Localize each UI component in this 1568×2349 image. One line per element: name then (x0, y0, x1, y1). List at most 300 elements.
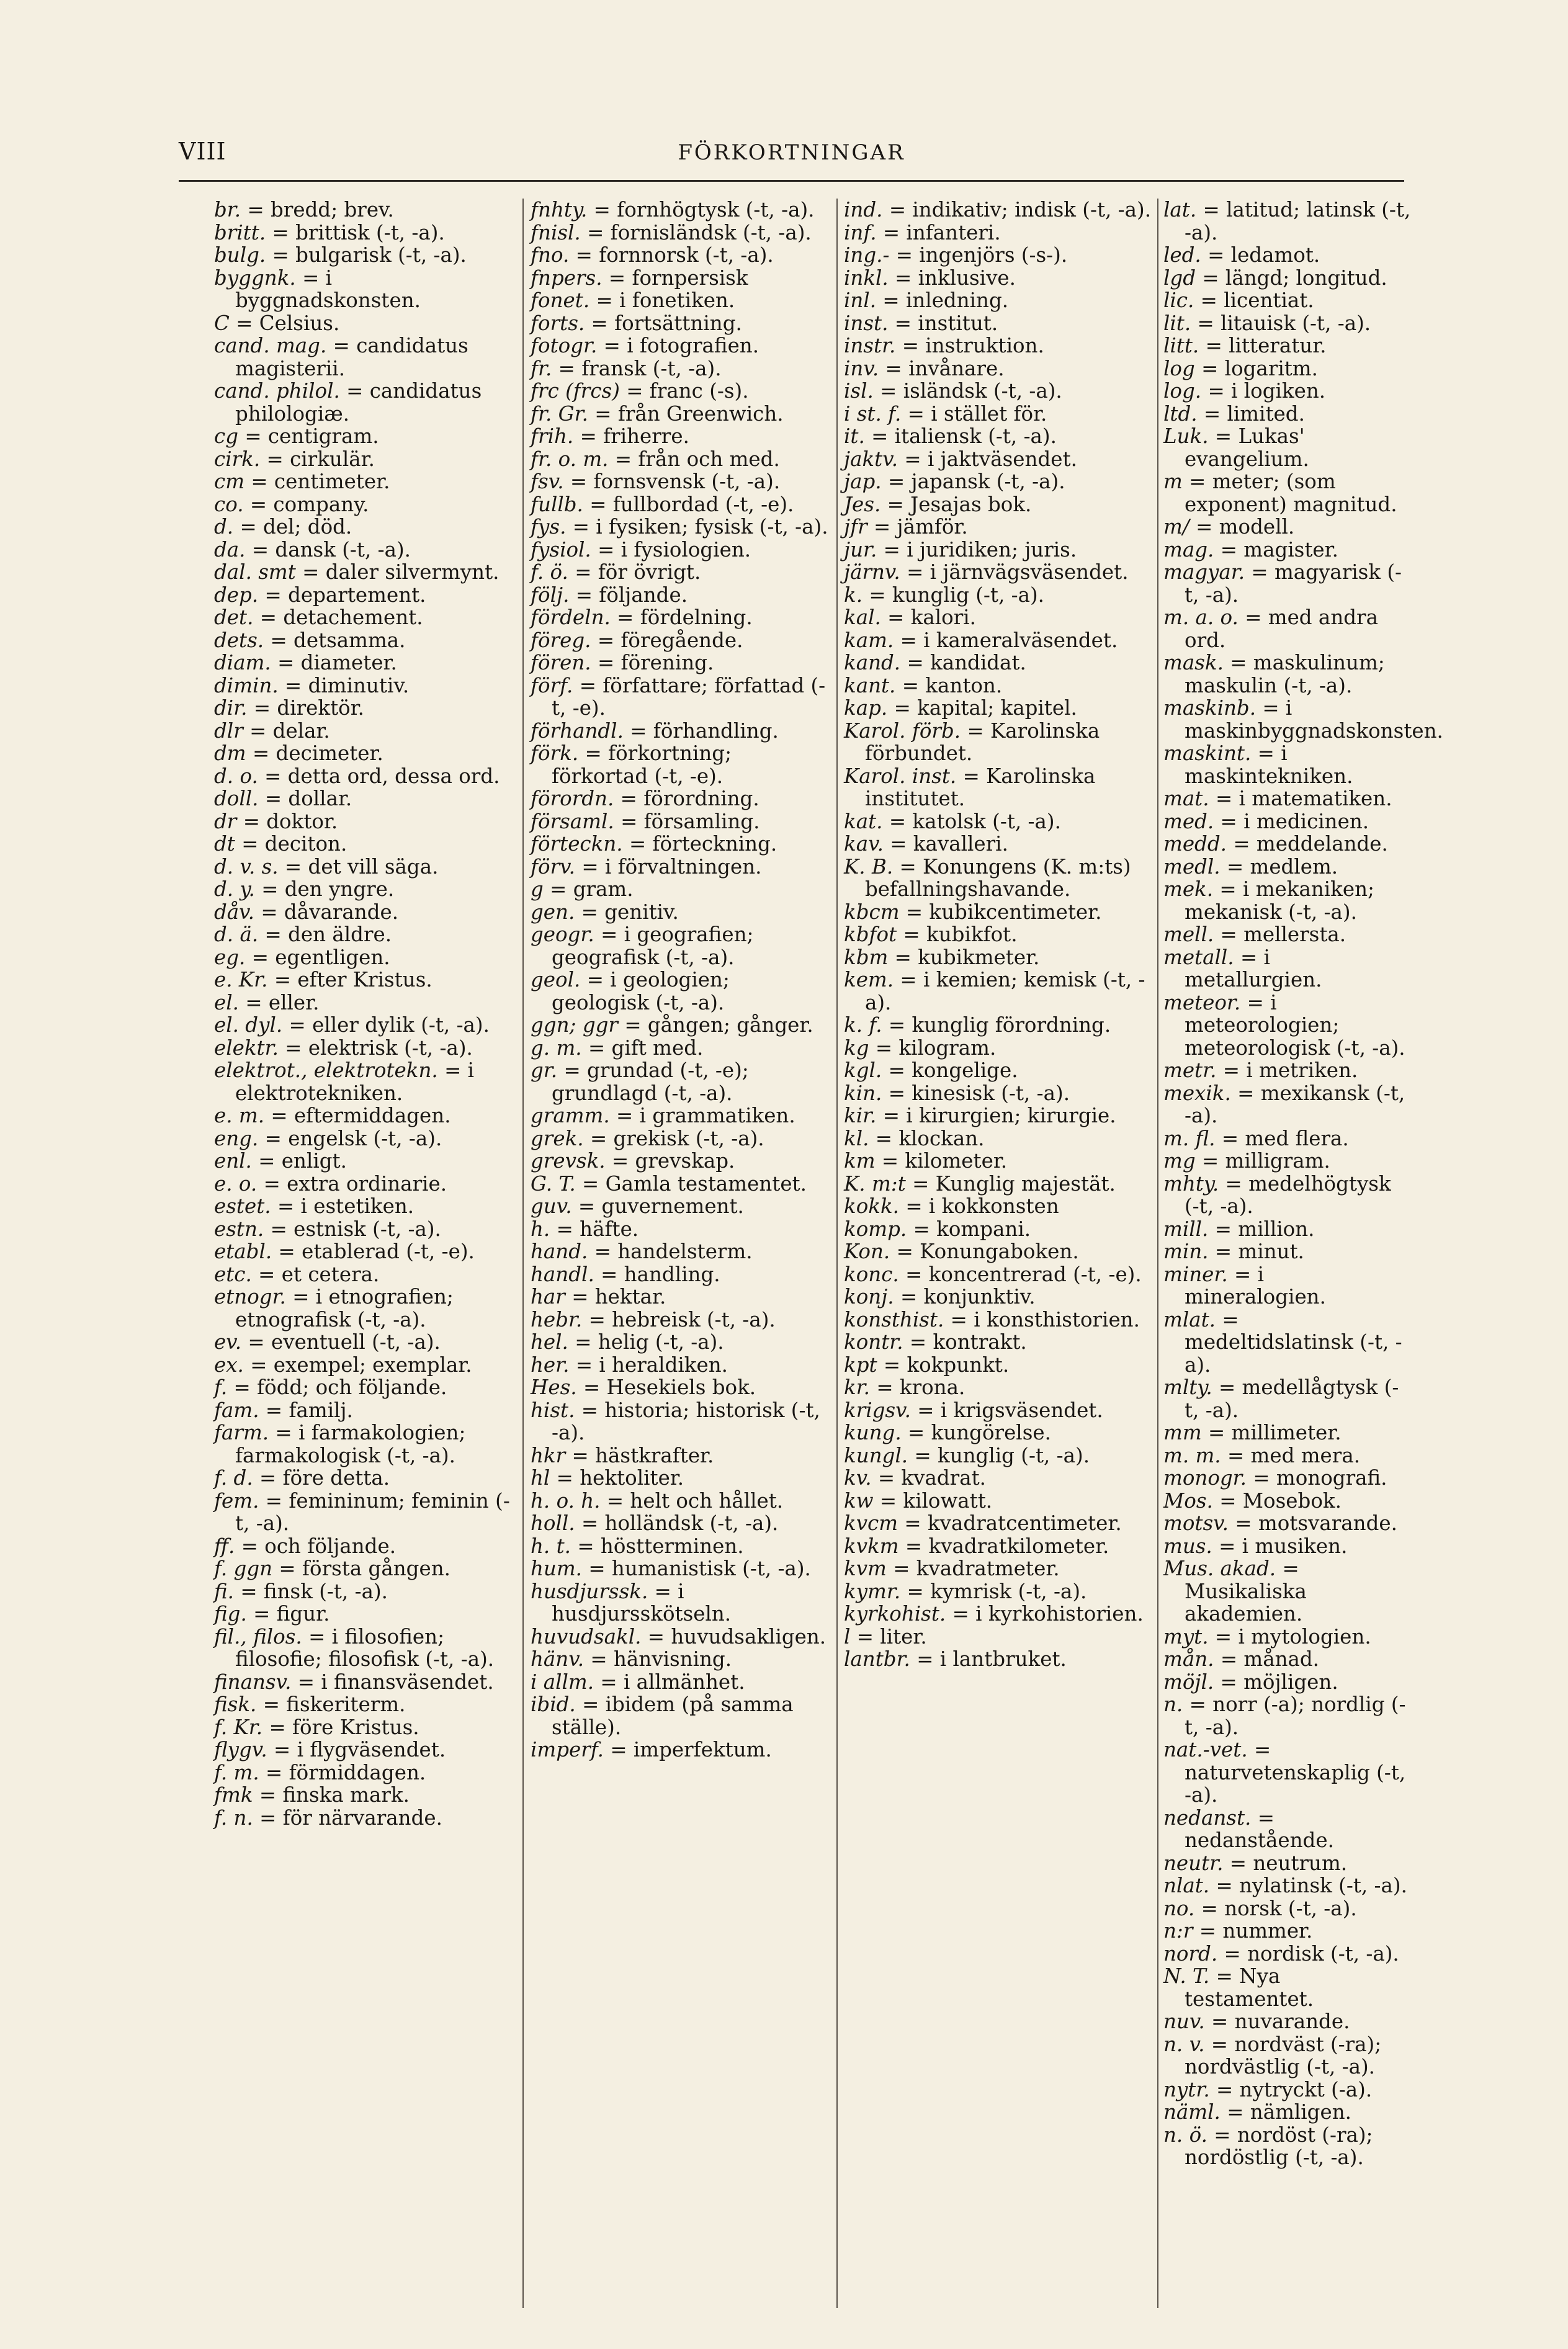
abbreviation-definition: = i farmakologien; farmakologisk (-t, -a). (235, 1421, 466, 1467)
abbreviation-entry (531, 1014, 831, 1037)
abbreviation-term: inkl. (844, 266, 889, 290)
abbreviation-entry (214, 946, 515, 969)
abbreviation-entry (844, 357, 1160, 380)
abbreviation-entry (844, 1557, 1160, 1580)
page-number: VIII (179, 138, 226, 165)
abbreviation-definition: = nuvarande. (1211, 2010, 1350, 2033)
abbreviation-definition: = litauisk (-t, -a). (1197, 311, 1371, 335)
abbreviation-term: grevsk. (531, 1149, 606, 1173)
abbreviation-entry (214, 1716, 515, 1739)
abbreviation-term: det. (214, 606, 254, 629)
abbreviation-entry (844, 1467, 1160, 1490)
abbreviation-entry (1163, 2010, 1412, 2033)
abbreviation-entry (531, 584, 831, 607)
abbreviation-definition: = Nya testamentet. (1185, 1964, 1314, 2011)
abbreviation-term: diam. (214, 651, 271, 674)
abbreviation-term: K. B. (844, 854, 894, 879)
abbreviation-term: lat. (1163, 198, 1197, 221)
abbreviation-term: kl. (844, 1126, 869, 1150)
abbreviation-entry (1163, 1920, 1412, 1943)
abbreviation-term: har (531, 1285, 565, 1309)
abbreviation-term: dimin. (214, 673, 279, 697)
abbreviation-definition: = hänvisning. (590, 1647, 732, 1671)
abbreviation-entry (531, 1127, 831, 1150)
abbreviation-definition: = hästkrafter. (571, 1443, 714, 1467)
abbreviation-term: kant. (844, 673, 896, 697)
abbreviation-entry (1163, 1082, 1412, 1127)
abbreviation-entry (531, 1150, 831, 1173)
abbreviation-definition: = förteckning. (629, 832, 777, 856)
abbreviation-definition: = logaritm. (1201, 356, 1318, 380)
abbreviation-definition: = kompani. (913, 1217, 1031, 1241)
abbreviation-entry (214, 787, 515, 810)
abbreviation-definition: = i fysiologien. (598, 537, 751, 562)
abbreviation-definition: = kubikfot. (903, 923, 1018, 946)
abbreviation-entry (214, 1807, 515, 1830)
abbreviation-definition: = möjligen. (1220, 1670, 1338, 1694)
abbreviation-term: inst. (844, 311, 889, 335)
abbreviation-definition: = i stället för. (907, 401, 1047, 426)
abbreviation-term: ing.- (844, 243, 890, 267)
abbreviation-entry (531, 1263, 831, 1286)
abbreviation-entry (531, 1444, 831, 1467)
abbreviation-definition: = fransk (-t, -a). (558, 356, 722, 380)
abbreviation-term: d. ä. (214, 923, 259, 946)
abbreviation-entry (531, 969, 831, 1014)
abbreviation-definition: = eftermiddagen. (271, 1104, 451, 1127)
abbreviation-definition: = medlem. (1226, 854, 1338, 879)
abbreviation-term: förf. (531, 673, 573, 697)
abbreviation-definition: = i fonetiken. (596, 289, 735, 312)
abbreviation-term: dep. (214, 583, 259, 607)
abbreviation-definition: = candidatus philologiæ. (235, 379, 482, 426)
abbreviation-entry (844, 674, 1160, 697)
abbreviation-definition: = medelhögtysk (-t, -a). (1185, 1171, 1391, 1218)
abbreviation-term: d. y. (214, 877, 255, 901)
abbreviation-definition: = bulgarisk (-t, -a). (272, 243, 467, 267)
abbreviation-term: dlr (214, 718, 243, 743)
abbreviation-definition: = japansk (-t, -a). (887, 470, 1065, 493)
abbreviation-term: dåv. (214, 900, 255, 924)
abbreviation-term: f. m. (214, 1760, 259, 1784)
abbreviation-definition: = i metriken. (1222, 1058, 1358, 1082)
abbreviation-entry (1163, 856, 1412, 879)
abbreviation-entry (844, 1240, 1160, 1263)
abbreviation-entry (214, 448, 515, 471)
abbreviation-definition: = centimeter. (251, 470, 390, 493)
abbreviation-definition: = et cetera. (258, 1262, 380, 1286)
abbreviation-term: kokk. (844, 1194, 899, 1218)
abbreviation-term: fno. (531, 243, 570, 267)
abbreviation-entry (1163, 810, 1412, 833)
abbreviation-entry (844, 470, 1160, 493)
abbreviation-entry (214, 1218, 515, 1241)
abbreviation-term: k. f. (844, 1013, 882, 1037)
abbreviation-entry (844, 969, 1160, 1014)
abbreviation-term: fmk (214, 1783, 253, 1807)
abbreviation-definition: = medellågtysk (-t, -a). (1185, 1376, 1399, 1422)
abbreviation-term: konj. (844, 1285, 894, 1309)
abbreviation-term: jap. (844, 470, 882, 493)
abbreviation-term: förordn. (531, 787, 614, 810)
abbreviation-term: l (844, 1624, 851, 1649)
abbreviation-term: d. v. s. (214, 854, 279, 879)
abbreviation-entry (214, 1626, 515, 1671)
abbreviation-term: i allm. (531, 1670, 594, 1694)
abbreviation-definition: = i musiken. (1219, 1534, 1348, 1558)
abbreviation-term: komp. (844, 1217, 907, 1241)
abbreviation-definition: = kunglig (-t, -a). (869, 583, 1044, 607)
abbreviation-term: gr. (531, 1058, 558, 1082)
abbreviation-entry (214, 765, 515, 788)
abbreviation-entry (531, 1376, 831, 1399)
abbreviation-term: lantbr. (844, 1647, 910, 1671)
abbreviation-entry (214, 1195, 515, 1218)
abbreviation-entry (1163, 1490, 1412, 1513)
abbreviation-definition: = i husdjursskötseln. (552, 1579, 732, 1626)
abbreviation-definition: = nytryckt (-a). (1216, 2077, 1373, 2101)
abbreviation-definition: = gram. (550, 877, 634, 901)
abbreviation-definition: = i filosofien; filosofie; filosofisk (-t, -a). (235, 1624, 495, 1671)
abbreviation-term: dets. (214, 628, 264, 652)
abbreviation-definition: = norsk (-t, -a). (1201, 1896, 1357, 1920)
abbreviation-term: motsv. (1163, 1511, 1229, 1535)
abbreviation-entry (214, 651, 515, 674)
abbreviation-entry (531, 244, 831, 267)
abbreviation-term: kir. (844, 1104, 877, 1127)
abbreviation-definition: = i kemien; kemisk (-t, -a). (865, 968, 1145, 1014)
abbreviation-term: järnv. (844, 560, 900, 584)
abbreviation-entry (844, 1309, 1160, 1331)
abbreviation-definition: = kalori. (887, 606, 976, 629)
abbreviation-definition: = i mekaniken; mekanisk (-t, -a). (1185, 877, 1374, 924)
abbreviation-term: kap. (844, 696, 888, 720)
abbreviation-definition: = nämligen. (1227, 2100, 1351, 2124)
abbreviation-term: n. (1163, 1693, 1183, 1716)
abbreviation-term: e. Kr. (214, 968, 268, 991)
abbreviation-definition: = i järnvägsväsendet. (907, 560, 1129, 584)
abbreviation-term: mlat. (1163, 1307, 1216, 1331)
abbreviation-definition: = klockan. (875, 1126, 985, 1150)
abbreviation-definition: = diminutiv. (285, 673, 410, 697)
abbreviation-entry (531, 720, 831, 743)
abbreviation-entry (844, 1104, 1160, 1127)
abbreviation-term: förhandl. (531, 718, 624, 743)
abbreviation-term: kvm (844, 1557, 887, 1580)
abbreviation-entry (531, 312, 831, 335)
abbreviation-term: gen. (531, 900, 575, 924)
abbreviation-term: mhty. (1163, 1171, 1219, 1196)
column-divider (836, 199, 838, 2308)
abbreviation-entry (214, 606, 515, 629)
abbreviation-term: kr. (844, 1376, 870, 1399)
abbreviation-entry (844, 1354, 1160, 1377)
abbreviation-definition: = figur. (253, 1602, 330, 1626)
abbreviation-entry (531, 1490, 831, 1513)
abbreviation-entry (1163, 1376, 1412, 1421)
abbreviation-definition: = engelsk (-t, -a). (264, 1126, 442, 1150)
abbreviation-definition: = föregående. (597, 628, 743, 652)
abbreviation-definition: = i mineralogien. (1185, 1262, 1326, 1309)
abbreviation-entry (214, 1127, 515, 1150)
abbreviation-definition: = fornnorsk (-t, -a). (575, 243, 774, 267)
abbreviation-entry (531, 1286, 831, 1309)
abbreviation-term: m. a. o. (1163, 606, 1239, 629)
abbreviation-term: geol. (531, 968, 581, 991)
abbreviation-definition: = magyarisk (-t, -a). (1185, 560, 1402, 607)
abbreviation-definition: = född; och följande. (233, 1376, 447, 1399)
abbreviation-entry (214, 1286, 515, 1331)
abbreviation-term: fil., filos. (214, 1624, 302, 1649)
abbreviation-term: förk. (531, 741, 579, 765)
abbreviation-term: fysiol. (531, 537, 591, 562)
abbreviation-entry (531, 1467, 831, 1490)
abbreviation-entry (1163, 267, 1412, 290)
abbreviation-entry (844, 651, 1160, 674)
abbreviation-definition: = candidatus magisterii. (235, 334, 468, 380)
abbreviation-entry (214, 1580, 515, 1603)
abbreviation-definition: = församling. (620, 809, 760, 833)
abbreviation-term: förv. (531, 854, 575, 879)
abbreviation-definition: = kandidat. (907, 651, 1026, 674)
abbreviation-definition: = kinesisk (-t, -a). (888, 1081, 1070, 1105)
abbreviation-term: kg (844, 1036, 869, 1060)
abbreviation-entry (1163, 470, 1412, 516)
abbreviation-term: jaktv. (844, 447, 898, 471)
abbreviation-definition: = brittisk (-t, -a). (272, 220, 445, 244)
abbreviation-definition: = historia; historisk (-t, -a). (552, 1398, 820, 1444)
abbreviation-term: C (214, 311, 230, 335)
abbreviation-term: kbfot (844, 923, 897, 946)
abbreviation-entry (531, 561, 831, 584)
abbreviation-definition: = inledning. (882, 289, 1009, 312)
abbreviation-definition: = i fysiken; fysisk (-t, -a). (572, 515, 828, 539)
abbreviation-entry (531, 787, 831, 810)
abbreviation-entry (1163, 2078, 1412, 2101)
abbreviation-definition: = gången; gånger. (624, 1013, 813, 1037)
abbreviation-definition: = eller dylik (-t, -a). (289, 1013, 490, 1037)
abbreviation-entry (531, 357, 831, 380)
abbreviation-term: med. (1163, 809, 1214, 833)
abbreviation-definition: = i heraldiken. (575, 1353, 728, 1377)
abbreviation-definition: = bredd; brev. (247, 198, 394, 221)
abbreviation-term: holl. (531, 1511, 575, 1535)
abbreviation-entry (844, 629, 1160, 652)
abbreviation-term: mell. (1163, 923, 1214, 946)
abbreviation-definition: = italiensk (-t, -a). (871, 424, 1057, 448)
abbreviation-definition: = ledamot. (1207, 243, 1320, 267)
abbreviation-term: fisk. (214, 1693, 257, 1716)
abbreviation-term: mån. (1163, 1647, 1214, 1671)
abbreviation-entry (214, 1784, 515, 1807)
abbreviation-definition: = kvadrat. (877, 1466, 986, 1490)
abbreviation-term: fullb. (531, 492, 583, 516)
abbreviation-entry (844, 901, 1160, 924)
abbreviation-term: frc (frcs) (531, 379, 620, 403)
abbreviation-entry (1163, 787, 1412, 810)
abbreviation-entry (214, 878, 515, 901)
abbreviation-term: kat. (844, 809, 883, 833)
abbreviation-term: handl. (531, 1262, 594, 1286)
abbreviation-definition: = förordning. (620, 787, 759, 810)
abbreviation-entry (1163, 403, 1412, 426)
abbreviation-entry (214, 674, 515, 697)
abbreviation-term: nedanst. (1163, 1805, 1252, 1830)
abbreviation-term: e. m. (214, 1104, 265, 1127)
abbreviation-entry (531, 380, 831, 403)
abbreviation-entry (531, 1218, 831, 1241)
abbreviation-entry (531, 1557, 831, 1580)
abbreviation-entry (1163, 1535, 1412, 1558)
abbreviation-term: Mus. akad. (1163, 1557, 1276, 1580)
abbreviation-entry (844, 448, 1160, 471)
abbreviation-term: f. n. (214, 1805, 253, 1830)
abbreviation-term: Mos. (1163, 1488, 1213, 1513)
abbreviation-definition: = författare; författad (-t, -e). (552, 673, 826, 720)
abbreviation-entry (531, 629, 831, 652)
abbreviation-term: hebr. (531, 1307, 583, 1331)
abbreviation-definition: = kanton. (902, 673, 1003, 697)
abbreviation-term: it. (844, 424, 865, 448)
abbreviation-term: myt. (1163, 1624, 1209, 1649)
abbreviation-entry (214, 833, 515, 856)
abbreviation-term: cand. mag. (214, 334, 327, 357)
abbreviation-entry (214, 1263, 515, 1286)
abbreviation-term: fig. (214, 1602, 247, 1626)
abbreviation-entry (844, 516, 1160, 539)
abbreviation-entry (531, 1671, 831, 1694)
abbreviation-definition: = med flera. (1221, 1126, 1349, 1150)
abbreviation-definition: = kungörelse. (908, 1421, 1051, 1444)
abbreviation-term: etc. (214, 1262, 252, 1286)
abbreviation-term: litt. (1163, 334, 1199, 357)
abbreviation-entry (1163, 1173, 1412, 1218)
abbreviation-term: kin. (844, 1081, 882, 1105)
abbreviation-entry (1163, 1671, 1412, 1694)
abbreviation-entry (531, 221, 831, 244)
abbreviation-definition: = familj. (265, 1398, 353, 1422)
abbreviation-term: hum. (531, 1557, 583, 1580)
abbreviation-definition: = mexikansk (-t, -a). (1185, 1081, 1405, 1127)
abbreviation-term: mask. (1163, 651, 1224, 674)
abbreviation-definition: = från och med. (614, 447, 780, 471)
abbreviation-definition: = kilometer. (881, 1149, 1008, 1173)
abbreviation-entry (844, 1150, 1160, 1173)
abbreviation-entry (1163, 1874, 1412, 1897)
abbreviation-term: mek. (1163, 877, 1214, 901)
abbreviation-term: mlty. (1163, 1376, 1212, 1399)
abbreviation-definition: = Karolinska institutet. (865, 764, 1096, 810)
abbreviation-definition: = finska mark. (259, 1783, 410, 1807)
abbreviation-entry (1163, 1693, 1412, 1738)
abbreviation-entry (214, 1490, 515, 1535)
abbreviation-entry (844, 765, 1160, 810)
abbreviation-entry (844, 1173, 1160, 1196)
abbreviation-definition: = och följande. (241, 1534, 396, 1558)
abbreviation-definition: = medeltidslatinsk (-t, -a). (1185, 1307, 1402, 1377)
abbreviation-term: Karol. inst. (844, 764, 957, 788)
abbreviation-definition: = i geologien; geologisk (-t, -a). (552, 968, 730, 1014)
abbreviation-definition: = minut. (1214, 1240, 1304, 1263)
abbreviation-definition: = millimeter. (1207, 1421, 1342, 1444)
abbreviation-entry (214, 1693, 515, 1716)
abbreviation-entry (214, 1467, 515, 1490)
abbreviation-entry (844, 289, 1160, 312)
abbreviation-term: g (531, 877, 544, 901)
abbreviation-term: grek. (531, 1126, 584, 1150)
abbreviation-entry (214, 380, 515, 425)
abbreviation-definition: = i byggnadskonsten. (235, 266, 421, 312)
abbreviation-entry (844, 1512, 1160, 1535)
abbreviation-term: fnhty. (531, 198, 588, 221)
abbreviation-entry (214, 969, 515, 991)
abbreviation-term: cirk. (214, 447, 261, 471)
abbreviation-term: d. (214, 515, 234, 539)
abbreviation-term: f. d. (214, 1466, 253, 1490)
abbreviation-term: h. o. h. (531, 1488, 601, 1513)
abbreviation-entry (214, 923, 515, 946)
abbreviation-entry (1163, 1512, 1412, 1535)
abbreviation-entry (214, 516, 515, 539)
abbreviation-term: log. (1163, 379, 1202, 403)
abbreviation-definition: = kavalleri. (890, 832, 1008, 856)
abbreviation-term: flygv. (214, 1738, 267, 1761)
abbreviation-term: kgl. (844, 1058, 882, 1082)
abbreviation-entry (844, 1580, 1160, 1603)
abbreviation-term: magyar. (1163, 560, 1245, 584)
abbreviation-definition: = indikativ; indisk (-t, -a). (889, 198, 1152, 221)
abbreviation-definition: = daler silvermynt. (302, 560, 500, 584)
abbreviation-term: mg (1163, 1149, 1196, 1173)
abbreviation-definition: = maskulinum; maskulin (-t, -a). (1185, 651, 1385, 697)
abbreviation-term: ggn; ggr (531, 1013, 618, 1037)
abbreviation-entry (531, 901, 831, 924)
abbreviation-term: ltd. (1163, 401, 1198, 426)
abbreviation-term: da. (214, 537, 246, 562)
abbreviation-entry (531, 516, 831, 539)
abbreviation-definition: = i maskintekniken. (1185, 741, 1353, 788)
abbreviation-term: forts. (531, 311, 585, 335)
abbreviation-term: dir. (214, 696, 248, 720)
abbreviation-term: dt (214, 832, 235, 856)
abbreviation-term: kal. (844, 606, 881, 629)
abbreviation-definition: = milligram. (1201, 1149, 1330, 1173)
abbreviation-entry (844, 810, 1160, 833)
abbreviation-definition: = decimeter. (252, 741, 383, 765)
abbreviation-term: mm (1163, 1421, 1202, 1444)
abbreviation-definition: = häfte. (556, 1217, 639, 1241)
abbreviation-term: m (1163, 470, 1183, 493)
abbreviation-definition: = i allmänhet. (600, 1670, 745, 1694)
abbreviation-term: estn. (214, 1217, 264, 1241)
abbreviation-definition: = kubikcentimeter. (905, 900, 1102, 924)
abbreviation-entry (844, 833, 1160, 856)
abbreviation-definition: = nedanstående. (1185, 1805, 1334, 1852)
abbreviation-term: församl. (531, 809, 614, 833)
abbreviation-term: el. dyl. (214, 1013, 283, 1037)
abbreviation-definition: = direktör. (253, 696, 364, 720)
abbreviation-entry (1163, 425, 1412, 470)
abbreviation-term: hkr (531, 1443, 566, 1467)
abbreviation-term: jur. (844, 537, 877, 562)
abbreviation-term: guv. (531, 1194, 572, 1218)
abbreviation-entry (214, 1535, 515, 1558)
abbreviation-entry (214, 425, 515, 448)
abbreviation-definition: = förkortning; förkortad (-t, -e). (552, 741, 732, 788)
abbreviation-definition: = nordisk (-t, -a). (1224, 1941, 1399, 1966)
abbreviation-term: her. (531, 1353, 570, 1377)
abbreviation-definition: = fornisländsk (-t, -a). (587, 220, 812, 244)
